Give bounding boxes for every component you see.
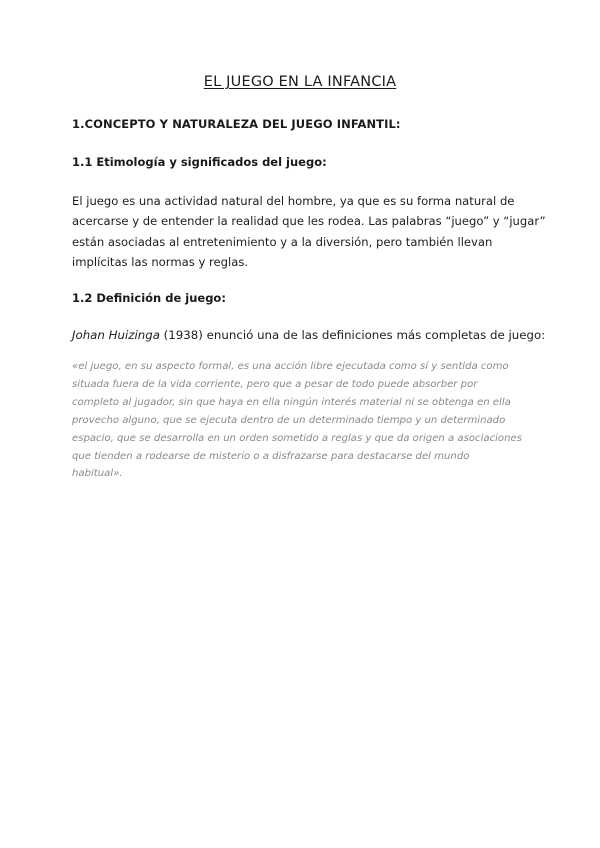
author-name: Johan Huizinga xyxy=(72,328,160,342)
subsection-heading-definicion: 1.2 Definición de juego: xyxy=(72,291,226,305)
paragraph-line: El juego es una actividad natural del hombre, ya que es su forma natural de xyxy=(72,194,515,208)
page-title: EL JUEGO EN LA INFANCIA xyxy=(203,74,397,90)
definition-quote xyxy=(72,358,532,483)
paragraph-line: están asociadas al entretenimiento y a la diversión, pero también llevan xyxy=(72,234,493,249)
quote-line: provecho alguno, que se ejecuta dentro de un determinado tiempo y un determinado xyxy=(72,414,506,426)
quote-line: completo al jugador, sin que haya en ella ningún interés material ni se obtenga en ella xyxy=(72,396,511,408)
paragraph-line: implícitas las normas y reglas. xyxy=(72,254,249,269)
etimologia-paragraph xyxy=(72,191,546,272)
section-heading: 1.CONCEPTO Y NATURALEZA DEL JUEGO INFANTIL: xyxy=(72,117,401,131)
quote-line: espacio, que se desarrolla en un orden sometido a reglas y que da origen a asociaciones xyxy=(72,432,522,444)
definition-intro xyxy=(72,328,546,342)
quote-line: que tienden a rodearse de misterio o a disfrazarse para destacarse del mundo xyxy=(72,450,470,462)
quote-line: «el juego, en su aspecto formal, es una acción libre ejecutada como sí y sentida como xyxy=(72,361,509,372)
quote-line: situada fuera de la vida corriente, pero que a pesar de todo puede absorber por xyxy=(72,378,478,390)
quote-line: habitual». xyxy=(72,468,123,480)
subsection-heading-etimologia: 1.1 Etimología y significados del juego: xyxy=(72,155,327,169)
paragraph-line: acercarse y de entender la realidad que les rodea. Las palabras “juego” y “jugar” xyxy=(72,214,546,229)
intro-text: (1938) enunció una de las definiciones más completas de juego: xyxy=(159,328,546,342)
